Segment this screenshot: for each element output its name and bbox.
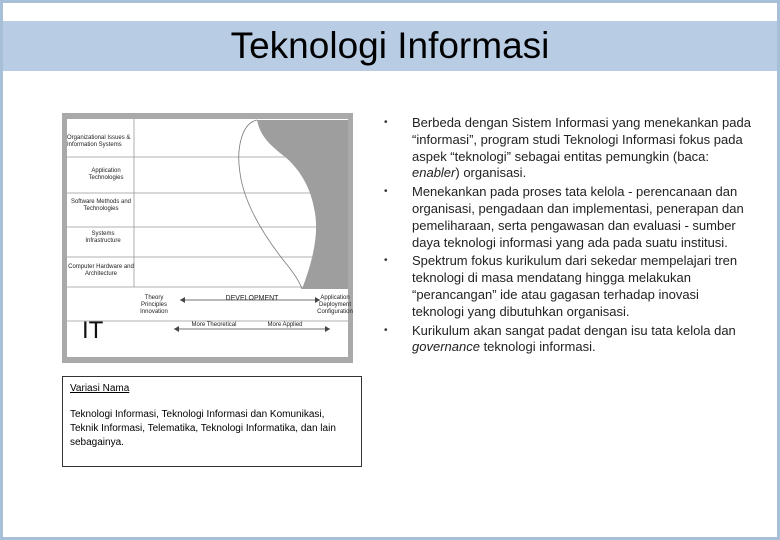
bullet-text: ) organisasi. [455, 165, 527, 181]
more-theoretical-label: More Theoretical [191, 322, 237, 328]
slide-title: Teknologi Informasi [230, 25, 550, 66]
row-label: Computer Hardware and Architecture [68, 264, 134, 277]
axis-left-label: Theory Principles Innovation [140, 295, 168, 315]
bullet-dot: • [384, 186, 388, 198]
row-label: Software Methods and Technologies [70, 199, 132, 212]
bullet-dot: • [384, 324, 388, 336]
figure-it-label: IT [82, 317, 104, 344]
bullet-text: Menekankan pada proses tata kelola - perencanaan dan organisasi, pengadaan dan implementasi, penerapan dan pemeliharaan, serta pengawasan dan evaluasi - sumber daya teknologi informasi yang ada pada suatu institusi. [412, 184, 744, 250]
variasi-nama-box [62, 376, 362, 467]
bullet-text: Kurikulum akan sangat padat dengan isu tata kelola dan [412, 322, 736, 338]
bullet-item [384, 323, 754, 357]
bullet-dot: • [384, 117, 388, 128]
variasi-body: Teknologi Informasi, Teknologi Informasi dan Komunikasi, Teknik Informasi, Telematika, Teknologi Informatika, dan lain sebagainya. [70, 409, 336, 448]
bullet-emphasis: enabler [412, 165, 456, 181]
variasi-title: Variasi Nama [70, 383, 130, 394]
bullet-item [384, 253, 754, 320]
row-label: Application Technologies [88, 168, 124, 181]
axis-right-label: Application Deployment Configuration [317, 295, 353, 315]
bullet-text: teknologi informasi. [479, 339, 596, 355]
row-label: Systems Infrastructure [85, 231, 121, 244]
bullet-text: Berbeda dengan Sistem Informasi yang menekankan pada “informasi”, program studi Teknologi Informasi fokus pada aspek “teknologi” sebagai entitas pemungkin (baca: [412, 115, 751, 164]
it-curriculum-figure [62, 113, 353, 363]
bullet-item [384, 115, 754, 182]
bullet-dot: • [384, 255, 388, 267]
row-label: Organizational Issues & Information Systems [67, 135, 131, 148]
bullet-item [384, 184, 754, 251]
bullet-list [384, 115, 754, 358]
axis-mid-label: DEVELOPMENT [225, 295, 279, 302]
bullet-emphasis: governance [412, 339, 480, 355]
bullet-text: Spektrum fokus kurikulum dari sekedar mempelajari tren teknologi di masa mendatang hingga melakukan “perancangan” ide atau gagasan terhadap inovasi teknologi yang dibutuhkan organisasi. [412, 253, 738, 319]
more-applied-label: More Applied [267, 322, 303, 328]
